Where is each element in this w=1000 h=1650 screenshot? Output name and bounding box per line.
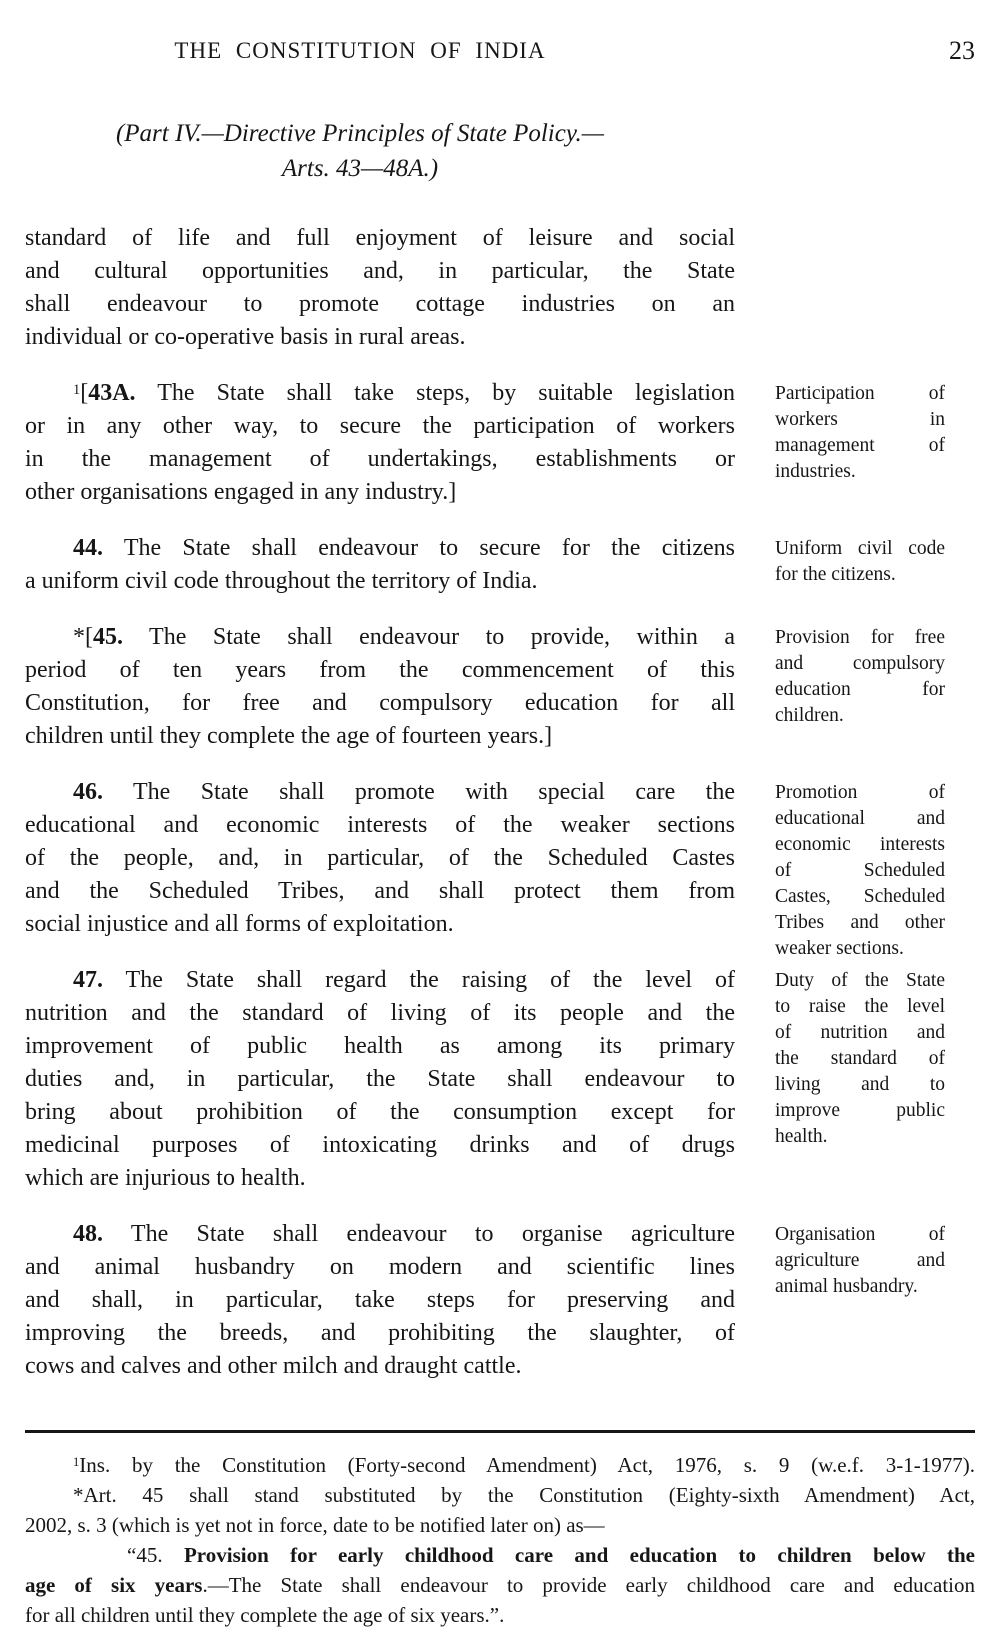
text-run: duties and, in particular, the State shall endeavour to xyxy=(25,1066,735,1092)
text-run: The State shall endeavour to organise agriculture xyxy=(103,1221,735,1247)
text-run: improve public xyxy=(775,1100,945,1121)
body-line xyxy=(25,321,735,354)
text-run: the standard of xyxy=(775,1048,945,1069)
text-run: standard of life and full enjoyment of leisure and social xyxy=(25,225,735,251)
sidenote-line xyxy=(775,459,945,485)
text-run: workers in xyxy=(775,409,945,430)
text-run: other organisations engaged in any industry.] xyxy=(25,479,457,505)
body-line xyxy=(25,255,735,288)
footnote-divider xyxy=(25,1430,975,1433)
sidenote-line xyxy=(775,832,945,858)
article-row xyxy=(25,377,975,509)
body-line xyxy=(25,621,735,654)
text-run: health. xyxy=(775,1126,828,1147)
footnote-line xyxy=(25,1600,975,1630)
body-line xyxy=(25,377,735,410)
text-run: animal husbandry. xyxy=(775,1276,918,1297)
article-paragraph xyxy=(25,222,735,354)
body-line xyxy=(25,1218,735,1251)
section-heading xyxy=(25,116,695,186)
body-line xyxy=(25,1350,735,1383)
article-paragraph xyxy=(25,1218,735,1383)
bold-text: 47. xyxy=(73,967,103,993)
body-line xyxy=(25,288,735,321)
body-line xyxy=(25,1063,735,1096)
bold-text: Provision for early childhood care and education to children below the xyxy=(183,1543,975,1567)
text-run: or in any other way, to secure the participation of workers xyxy=(25,413,735,439)
text-run: management of xyxy=(775,435,945,456)
sidenote-line xyxy=(775,1046,945,1072)
body-line xyxy=(25,908,735,941)
sidenote-line xyxy=(775,625,945,651)
text-run: Participation of xyxy=(775,383,945,404)
superscript-ref: 1 xyxy=(73,1455,80,1470)
article-sidenote xyxy=(775,536,945,588)
sidenote-line xyxy=(775,1020,945,1046)
text-run: period of ten years from the commencement of this xyxy=(25,657,735,683)
text-run: cows and calves and other milch and draught cattle. xyxy=(25,1353,522,1379)
sidenote-line xyxy=(775,703,945,729)
text-run: *[ xyxy=(73,624,93,650)
sidenote-line xyxy=(775,858,945,884)
article-row xyxy=(25,964,975,1195)
body-line xyxy=(25,776,735,809)
text-run: *Art. 45 shall stand substituted by the Constitution (Eighty-sixth Amendment) Act, xyxy=(73,1483,975,1507)
text-run: in the management of undertakings, establishments or xyxy=(25,446,735,472)
sidenote-line xyxy=(775,968,945,994)
sidenote-line xyxy=(775,1124,945,1150)
sidenote-line xyxy=(775,884,945,910)
text-run: weaker sections. xyxy=(775,938,904,959)
text-run: educational and xyxy=(775,808,945,829)
text-run: The State shall endeavour to secure for the citizens xyxy=(103,535,735,561)
text-run: The State shall endeavour to provide, within a xyxy=(123,624,735,650)
text-run: for all children until they complete the age of six years.”. xyxy=(25,1603,505,1627)
superscript-ref: 1 xyxy=(73,381,81,398)
article-paragraph xyxy=(25,621,735,753)
text-run: The State shall take steps, by suitable legislation xyxy=(135,380,735,406)
text-run: of nutrition and xyxy=(775,1022,945,1043)
body-line xyxy=(25,443,735,476)
body-line xyxy=(25,687,735,720)
sidenote-line xyxy=(775,407,945,433)
text-run: Duty of the State xyxy=(775,970,945,991)
sidenote-line xyxy=(775,1274,945,1300)
text-run: improvement of public health as among its primary xyxy=(25,1033,735,1059)
text-run: Constitution, for free and compulsory education for all xyxy=(25,690,735,716)
body-line xyxy=(25,720,735,753)
body-line xyxy=(25,1284,735,1317)
text-run: social injustice and all forms of exploitation. xyxy=(25,911,454,937)
footnote xyxy=(25,1480,975,1540)
footnote-line xyxy=(25,1510,975,1540)
body-line xyxy=(25,654,735,687)
footnote-line xyxy=(25,1540,975,1570)
text-run: agriculture and xyxy=(775,1250,945,1271)
text-run: medicinal purposes of intoxicating drinks and of drugs xyxy=(25,1132,735,1158)
sidenote-line xyxy=(775,936,945,962)
article-paragraph xyxy=(25,776,735,941)
text-run: nutrition and the standard of living of its people and the xyxy=(25,1000,735,1026)
text-run: and compulsory xyxy=(775,653,945,674)
footnote xyxy=(25,1450,975,1480)
footnote-line xyxy=(25,1570,975,1600)
sidenote-line xyxy=(775,536,945,562)
body-line xyxy=(25,1317,735,1350)
page-title: THE CONSTITUTION OF INDIA xyxy=(174,38,546,63)
article-row xyxy=(25,1218,975,1383)
text-run: 2002, s. 3 (which is yet not in force, date to be notified later on) as— xyxy=(25,1513,605,1537)
article-paragraph xyxy=(25,377,735,509)
section-heading-line: Arts. 43—48A.) xyxy=(281,155,439,182)
text-run: The State shall promote with special care the xyxy=(103,779,735,805)
article-paragraph xyxy=(25,964,735,1195)
sidenote-line xyxy=(775,780,945,806)
body-line xyxy=(25,964,735,997)
footnote xyxy=(25,1540,975,1630)
article-sidenote xyxy=(775,381,945,485)
article-sidenote xyxy=(775,968,945,1150)
bold-text: 46. xyxy=(73,779,103,805)
footnote-line xyxy=(25,1480,975,1510)
text-run: shall endeavour to promote cottage industries on an xyxy=(25,291,735,317)
page-header xyxy=(25,38,975,70)
bold-text: 45. xyxy=(93,624,123,650)
text-run: Ins. by the Constitution (Forty-second Amendment) Act, 1976, s. 9 (w.e.f. 3-1-1977). xyxy=(79,1453,975,1477)
sidenote-line xyxy=(775,562,945,588)
article-row xyxy=(25,776,975,959)
sidenote-line xyxy=(775,1222,945,1248)
body-line xyxy=(25,1030,735,1063)
text-run: and cultural opportunities and, in particular, the State xyxy=(25,258,735,284)
text-run: for the citizens. xyxy=(775,564,896,585)
text-run: individual or co-operative basis in rural areas. xyxy=(25,324,466,350)
bold-text: age of six years xyxy=(25,1573,203,1597)
text-run: educational and economic interests of the weaker sections xyxy=(25,812,735,838)
text-run: improving the breeds, and prohibiting the slaughter, of xyxy=(25,1320,735,1346)
article-sidenote xyxy=(775,780,945,962)
sidenote-line xyxy=(775,433,945,459)
text-run: of the people, and, in particular, of the Scheduled Castes xyxy=(25,845,735,871)
text-run: [ xyxy=(80,380,89,406)
text-run: “45. xyxy=(127,1543,184,1567)
body-line xyxy=(25,1129,735,1162)
text-run: and the Scheduled Tribes, and shall protect them from xyxy=(25,878,735,904)
body-line xyxy=(25,476,735,509)
body-line xyxy=(25,875,735,908)
page-number: 23 xyxy=(949,36,975,65)
article-row xyxy=(25,222,975,354)
body-line xyxy=(25,809,735,842)
bold-text: 44. xyxy=(73,535,103,561)
sidenote-line xyxy=(775,1248,945,1274)
text-run: education for xyxy=(775,679,945,700)
text-run: to raise the level xyxy=(775,996,945,1017)
text-run: bring about prohibition of the consumption except for xyxy=(25,1099,735,1125)
articles-body xyxy=(25,222,975,1383)
text-run: and shall, in particular, take steps for preserving and xyxy=(25,1287,735,1313)
sidenote-line xyxy=(775,806,945,832)
article-row xyxy=(25,532,975,598)
sidenote-line xyxy=(775,994,945,1020)
sidenote-line xyxy=(775,381,945,407)
text-run: of Scheduled xyxy=(775,860,945,881)
body-line xyxy=(25,532,735,565)
text-run: children. xyxy=(775,705,844,726)
article-paragraph xyxy=(25,532,735,598)
text-run: .—The State shall endeavour to provide early childhood care and education xyxy=(202,1573,975,1597)
sidenote-line xyxy=(775,910,945,936)
footnotes xyxy=(25,1450,975,1630)
article-sidenote xyxy=(775,625,945,729)
text-run: Promotion of xyxy=(775,782,945,803)
text-run: a uniform civil code throughout the territory of India. xyxy=(25,568,538,594)
text-run: Organisation of xyxy=(775,1224,945,1245)
text-run: industries. xyxy=(775,461,856,482)
footnote-line xyxy=(25,1450,975,1480)
section-heading-line: (Part IV.—Directive Principles of State Policy.— xyxy=(115,120,605,147)
text-run: Tribes and other xyxy=(775,912,945,933)
article-sidenote xyxy=(775,1222,945,1300)
body-line xyxy=(25,222,735,255)
text-run: children until they complete the age of fourteen years.] xyxy=(25,723,553,749)
bold-text: 48. xyxy=(73,1221,103,1247)
text-run: Castes, Scheduled xyxy=(775,886,945,907)
body-line xyxy=(25,410,735,443)
text-run: Provision for free xyxy=(775,627,945,648)
sidenote-line xyxy=(775,677,945,703)
text-run: and animal husbandry on modern and scientific lines xyxy=(25,1254,735,1280)
body-line xyxy=(25,1096,735,1129)
text-run: living and to xyxy=(775,1074,945,1095)
body-line xyxy=(25,565,735,598)
sidenote-line xyxy=(775,1098,945,1124)
sidenote-line xyxy=(775,651,945,677)
body-line xyxy=(25,1162,735,1195)
body-line xyxy=(25,842,735,875)
body-line xyxy=(25,997,735,1030)
text-run: The State shall regard the raising of the level of xyxy=(103,967,735,993)
body-line xyxy=(25,1251,735,1284)
text-run: economic interests xyxy=(775,834,945,855)
article-row xyxy=(25,621,975,753)
sidenote-line xyxy=(775,1072,945,1098)
text-run: Uniform civil code xyxy=(775,538,945,559)
bold-text: 43A. xyxy=(88,380,136,406)
text-run: which are injurious to health. xyxy=(25,1165,306,1191)
